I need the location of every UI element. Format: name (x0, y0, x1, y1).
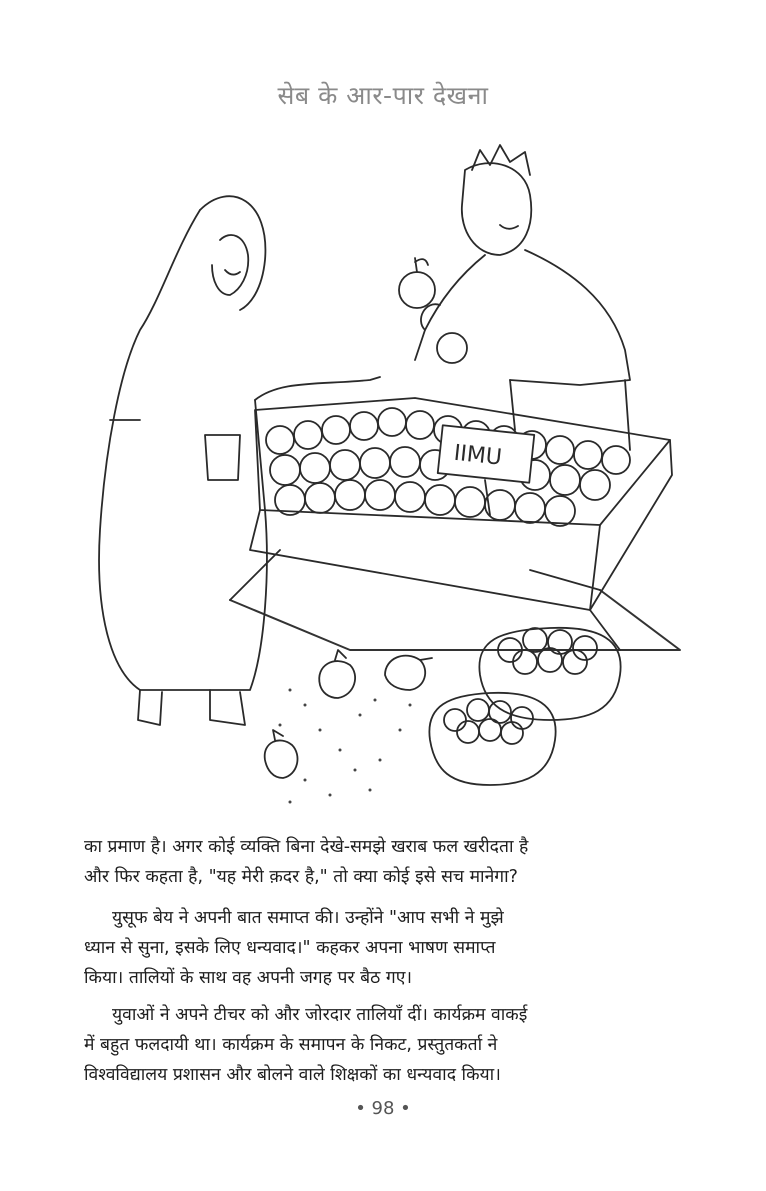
paragraph-2-line-3: किया। तालियों के साथ वह अपनी जगह पर बैठ गए। (84, 968, 413, 988)
paragraph-2-line-2: ध्यान से सुना, इसके लिए धन्यवाद।" कहकर अपना भाषण समाप्त (84, 938, 496, 958)
birds (265, 650, 432, 778)
paragraph-3 (84, 1000, 674, 1090)
market-illustration (80, 130, 700, 820)
held-apple-1 (399, 272, 435, 308)
paragraph-2 (84, 903, 674, 993)
held-apple-2 (437, 333, 467, 363)
apple-sacks (429, 628, 620, 785)
page-title: सेब के आर-पार देखना (277, 81, 489, 110)
page-number: • 98 • (355, 1098, 411, 1119)
price-sign-text: IIMU (452, 440, 504, 471)
paragraph-3-line-2: में बहुत फलदायी था। कार्यक्रम के समापन के निकट, प्रस्तुतकर्ता ने (84, 1035, 498, 1055)
paragraph-1-line-2: और फिर कहता है, "यह मेरी क़दर है," तो क्या कोई इसे सच मानेगा? (84, 867, 518, 887)
paragraph-3-line-3: विश्वविद्यालय प्रशासन और बोलने वाले शिक्षकों का धन्यवाद किया। (84, 1065, 501, 1085)
paragraph-1-line-1: का प्रमाण है। अगर कोई व्यक्ति बिना देखे-समझे खराब फल खरीदता है (84, 837, 529, 857)
man-figure (415, 145, 630, 450)
seed-dots (279, 689, 412, 804)
paragraph-2-line-1: युसूफ बेय ने अपनी बात समाप्त की। उन्होंने "आप सभी ने मुझे (112, 908, 504, 928)
paragraph-3-line-1: युवाओं ने अपने टीचर को और जोरदार तालियाँ दीं। कार्यक्रम वाकई (112, 1005, 528, 1025)
paragraph-1 (84, 832, 674, 892)
